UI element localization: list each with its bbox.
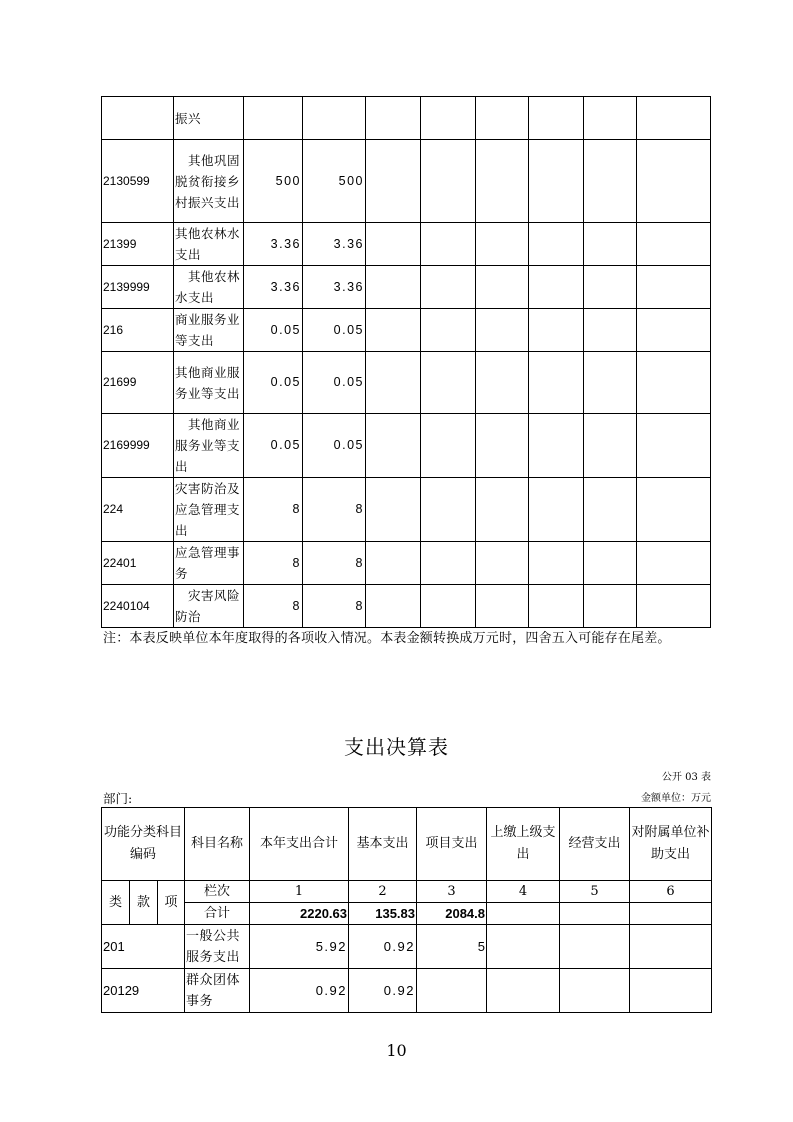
row-empty-cell [584,585,637,628]
row-empty-cell [366,266,421,309]
row-empty-cell [366,223,421,266]
page-number: 10 [386,1041,407,1060]
sum-label: 合计 [185,903,250,925]
expenditure-table [101,807,712,1013]
row-empty-cell [637,414,711,478]
row-empty-cell [366,309,421,352]
row-empty-cell [529,223,584,266]
row-code [102,97,174,140]
row-total: 0.92 [250,969,349,1013]
table-row [102,542,711,585]
row-total: 0.05 [244,414,303,478]
row-total: 5.92 [250,925,349,969]
row-code: 21699 [102,352,174,414]
row-empty-cell [476,309,529,352]
row-empty-cell [637,309,711,352]
header-total: 本年支出合计 [250,808,349,881]
row-empty-cell [529,140,584,223]
row-empty-cell [584,140,637,223]
row-name: 一般公共服务支出 [185,925,250,969]
row-code: 2169999 [102,414,174,478]
row-empty-cell [476,414,529,478]
table-row [102,266,711,309]
table-row [102,309,711,352]
row-name: 其他巩固脱贫衔接乡村振兴支出 [174,140,244,223]
row-empty-cell [529,585,584,628]
row-empty-cell [584,266,637,309]
row-name: 其他农林水支出 [174,223,244,266]
row-empty-cell [529,542,584,585]
row-empty-cell [421,585,476,628]
row-basic: 0.92 [349,969,417,1013]
sum-upper [487,903,560,925]
row-empty-cell [421,352,476,414]
header-lanci: 栏次 [185,881,250,903]
col-3: 3 [417,881,487,903]
row-empty-cell [366,585,421,628]
row-empty-cell [584,478,637,542]
row-code: 2139999 [102,266,174,309]
col-5: 5 [560,881,630,903]
row-code: 224 [102,478,174,542]
row-total: 8 [244,585,303,628]
row-basic: 0.05 [303,309,366,352]
row-total: 500 [244,140,303,223]
row-empty-cell [637,542,711,585]
row-empty-cell [366,140,421,223]
row-empty-cell [529,309,584,352]
row-project [417,969,487,1013]
row-business [560,969,630,1013]
row-basic: 0.05 [303,414,366,478]
row-empty-cell [637,223,711,266]
row-code: 22401 [102,542,174,585]
header-basic: 基本支出 [349,808,417,881]
row-total: 0.05 [244,309,303,352]
row-empty-cell [476,478,529,542]
row-empty-cell [529,266,584,309]
row-name: 商业服务业等支出 [174,309,244,352]
col-2: 2 [349,881,417,903]
row-empty-cell [476,542,529,585]
row-upper [487,925,560,969]
row-total: 3.36 [244,266,303,309]
header-lei: 类 [102,881,130,925]
row-empty-cell [584,97,637,140]
income-table-continued [101,96,711,628]
row-name: 群众团体事务 [185,969,250,1013]
row-project: 5 [417,925,487,969]
row-name: 其他农林水支出 [174,266,244,309]
row-empty-cell [421,266,476,309]
row-empty-cell [476,223,529,266]
row-empty-cell [529,97,584,140]
row-name: 其他商业服务业等支出 [174,352,244,414]
row-empty-cell [476,97,529,140]
row-empty-cell [637,585,711,628]
row-empty-cell [366,414,421,478]
sum-subsidy [630,903,712,925]
sum-project: 2084.8 [417,903,487,925]
row-business [560,925,630,969]
header-xiang: 项 [158,881,185,925]
row-total: 0.05 [244,352,303,414]
row-code: 2240104 [102,585,174,628]
row-empty-cell [421,140,476,223]
table-row [102,140,711,223]
row-empty-cell [637,478,711,542]
row-empty-cell [637,266,711,309]
row-basic: 8 [303,542,366,585]
row-name: 灾害防治及应急管理支出 [174,478,244,542]
row-empty-cell [637,352,711,414]
sum-total: 2220.63 [250,903,349,925]
row-total: 3.36 [244,223,303,266]
row-basic [303,97,366,140]
row-empty-cell [366,97,421,140]
row-basic: 8 [303,478,366,542]
row-empty-cell [584,223,637,266]
row-total: 8 [244,542,303,585]
row-basic: 0.05 [303,352,366,414]
row-empty-cell [637,140,711,223]
row-basic: 0.92 [349,925,417,969]
row-basic: 3.36 [303,266,366,309]
row-name: 灾害风险防治 [174,585,244,628]
row-empty-cell [421,414,476,478]
row-empty-cell [366,352,421,414]
row-code: 201 [102,925,185,969]
row-empty-cell [529,478,584,542]
table-row [102,969,712,1013]
sum-business [560,903,630,925]
row-code: 21399 [102,223,174,266]
row-empty-cell [366,542,421,585]
header-business: 经营支出 [560,808,630,881]
col-1: 1 [250,881,349,903]
row-basic: 3.36 [303,223,366,266]
row-empty-cell [637,97,711,140]
header-upper: 上缴上级支出 [487,808,560,881]
table-row [102,223,711,266]
header-kuan: 款 [130,881,158,925]
row-subsidy [630,925,712,969]
row-code: 216 [102,309,174,352]
row-empty-cell [476,266,529,309]
department-label: 部门: [103,791,133,806]
form-number: 公开 03 表 [661,772,711,783]
row-total [244,97,303,140]
table-row [102,478,711,542]
row-empty-cell [421,97,476,140]
row-subsidy [630,969,712,1013]
table-row [102,414,711,478]
table-row [102,352,711,414]
col-4: 4 [487,881,560,903]
table-note: 注：本表反映单位本年度取得的各项收入情况。本表金额转换成万元时，四舍五入可能存在尾差。 [103,631,671,646]
row-name: 应急管理事务 [174,542,244,585]
row-empty-cell [421,478,476,542]
header-subsidy: 对附属单位补助支出 [630,808,712,881]
row-empty-cell [476,585,529,628]
row-empty-cell [529,414,584,478]
row-upper [487,969,560,1013]
row-empty-cell [584,414,637,478]
table-row [102,925,712,969]
row-empty-cell [476,352,529,414]
header-func-code: 功能分类科目编码 [102,808,185,881]
row-name: 振兴 [174,97,244,140]
row-empty-cell [421,542,476,585]
col-6: 6 [630,881,712,903]
row-empty-cell [476,140,529,223]
row-empty-cell [584,542,637,585]
unit-label: 金额单位：万元 [641,793,711,804]
row-empty-cell [584,309,637,352]
sum-basic: 135.83 [349,903,417,925]
header-subject: 科目名称 [185,808,250,881]
row-name: 其他商业服务业等支出 [174,414,244,478]
row-empty-cell [584,352,637,414]
row-basic: 500 [303,140,366,223]
row-code: 2130599 [102,140,174,223]
table-row [102,97,711,140]
row-empty-cell [421,223,476,266]
page-title: 支出决算表 [344,735,449,759]
row-total: 8 [244,478,303,542]
header-project: 项目支出 [417,808,487,881]
table-row [102,585,711,628]
row-basic: 8 [303,585,366,628]
row-code: 20129 [102,969,185,1013]
row-empty-cell [366,478,421,542]
row-empty-cell [421,309,476,352]
row-empty-cell [529,352,584,414]
